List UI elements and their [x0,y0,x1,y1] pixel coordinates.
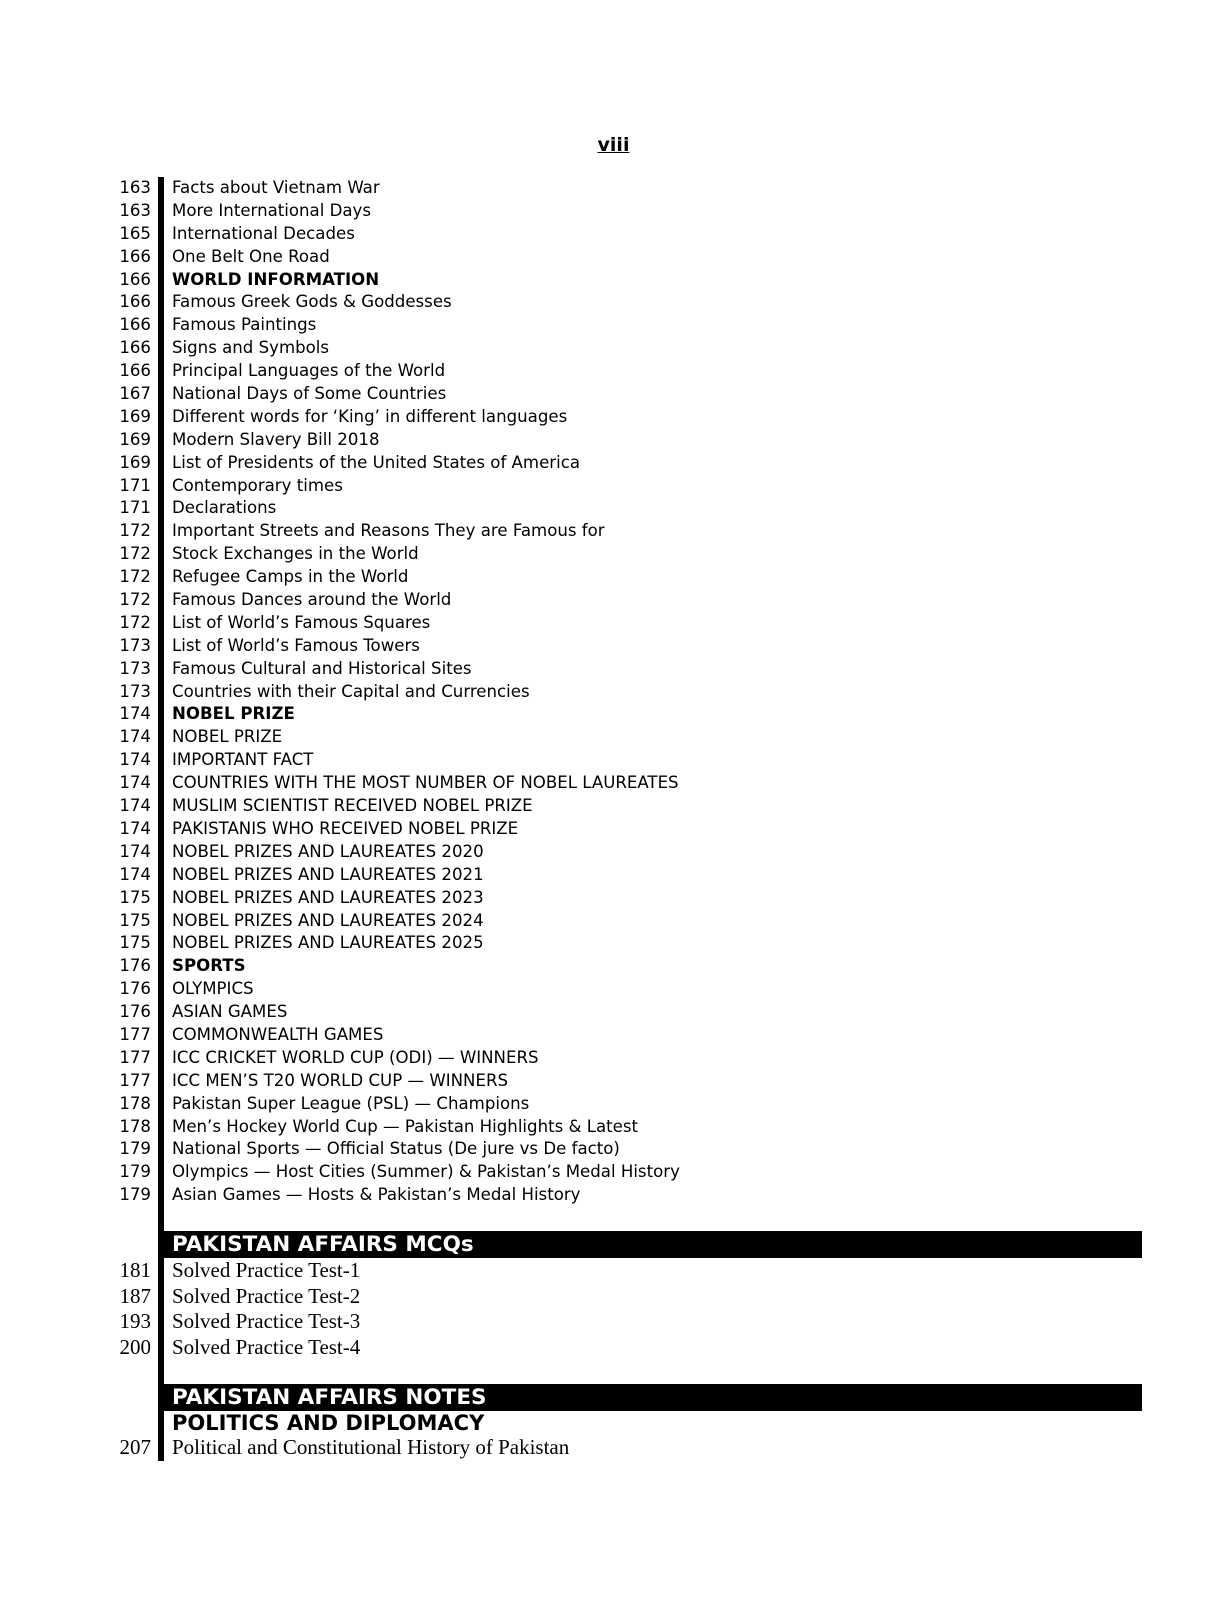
toc-page-number: 166 [119,246,151,266]
toc-entry-title: List of Presidents of the United States of America [172,452,581,472]
toc-list-world [112,177,1142,1207]
toc-entry [112,475,1142,498]
subsection-header-politics [112,1411,1142,1435]
toc-entry [112,887,1142,910]
toc-entry-title: COUNTRIES WITH THE MOST NUMBER OF NOBEL LAUREATES [172,773,679,793]
toc-spacer [112,1207,1142,1231]
toc-entry-title: Principal Languages of the World [172,361,446,381]
toc-page-number: 174 [119,727,151,747]
toc-entry [112,589,1142,612]
toc-entry [112,1024,1142,1047]
toc-page-number: 174 [119,750,151,770]
toc-entry-title: Declarations [172,498,277,518]
toc-page-number: 176 [119,956,151,976]
toc-entry-title: SPORTS [172,956,246,976]
toc-entry-title: One Belt One Road [172,246,330,266]
toc-list-mcqs [112,1258,1142,1360]
toc-entry [112,200,1142,223]
table-of-contents [112,177,1142,1461]
toc-entry-title: List of World’s Famous Squares [172,612,431,632]
toc-page-number: 187 [119,1283,151,1308]
toc-page-number: 163 [119,200,151,220]
toc-entry-title: Solved Practice Test-1 [172,1258,361,1283]
toc-page-number: 165 [119,223,151,243]
toc-entry [112,1093,1142,1116]
toc-entry-title: National Sports — Official Status (De jure vs De facto) [172,1139,620,1159]
toc-page-number: 179 [119,1162,151,1182]
toc-entry [112,772,1142,795]
toc-page-number: 175 [119,887,151,907]
toc-entry-title: IMPORTANT FACT [172,750,314,770]
toc-entry-title: List of World’s Famous Towers [172,635,420,655]
toc-entry [112,955,1142,978]
toc-page-number: 177 [119,1024,151,1044]
toc-entry [112,520,1142,543]
toc-page-number: 176 [119,979,151,999]
toc-page-number: 174 [119,818,151,838]
toc-entry [112,246,1142,269]
toc-page-number: 178 [119,1093,151,1113]
toc-page-number: 181 [119,1258,151,1283]
toc-entry [112,1116,1142,1139]
toc-entry-title: Asian Games — Hosts & Pakistan’s Medal History [172,1185,581,1205]
toc-page-number: 177 [119,1047,151,1067]
toc-page-number: 200 [119,1334,151,1359]
section-heading: PAKISTAN AFFAIRS MCQs [164,1231,1142,1258]
toc-entry [112,864,1142,887]
toc-entry [112,383,1142,406]
toc-entry-title: More International Days [172,200,372,220]
toc-entry [112,1184,1142,1207]
toc-page-number: 174 [119,796,151,816]
toc-entry [112,795,1142,818]
toc-entry [112,1435,1142,1461]
toc-entry [112,612,1142,635]
toc-entry [112,726,1142,749]
toc-entry-title: Important Streets and Reasons They are Famous for [172,521,605,541]
toc-entry-title: Men’s Hockey World Cup — Pakistan Highlights & Latest [172,1116,639,1136]
toc-entry-title: Pakistan Super League (PSL) — Champions [172,1093,530,1113]
toc-page-number: 172 [119,590,151,610]
toc-entry [112,291,1142,314]
toc-page-number: 166 [119,361,151,381]
toc-page-number: 166 [119,315,151,335]
toc-page-number: 179 [119,1185,151,1205]
toc-entry [112,910,1142,933]
toc-entry [112,337,1142,360]
toc-entry [112,681,1142,704]
toc-page-number: 163 [119,178,151,197]
toc-entry [112,1047,1142,1070]
toc-page-number: 166 [119,269,151,289]
page-number-label: viii [597,134,630,156]
toc-entry-title: Olympics — Host Cities (Summer) & Pakistan’s Medal History [172,1162,680,1182]
toc-entry [112,177,1142,200]
toc-page-number: 176 [119,1002,151,1022]
toc-entry-title: Refugee Camps in the World [172,567,409,587]
toc-entry-title: Different words for ‘King’ in different languages [172,406,568,426]
toc-page-number: 174 [119,704,151,724]
toc-entry [112,497,1142,520]
toc-page-number: 167 [119,384,151,404]
toc-entry [112,703,1142,726]
toc-entry-title: WORLD INFORMATION [172,269,380,289]
toc-entry [112,1258,1142,1284]
toc-entry [112,429,1142,452]
toc-page-number: 174 [119,773,151,793]
section-header-notes [112,1384,1142,1411]
toc-entry-title: ASIAN GAMES [172,1002,288,1022]
toc-entry-title: Famous Greek Gods & Goddesses [172,292,452,312]
toc-entry-title: Political and Constitutional History of Pakistan [172,1435,570,1460]
toc-entry [112,223,1142,246]
toc-page-number: 169 [119,406,151,426]
toc-entry [112,818,1142,841]
toc-entry [112,1284,1142,1310]
toc-entry-title: Signs and Symbols [172,338,330,358]
toc-page-number: 207 [119,1435,151,1460]
toc-entry [112,1138,1142,1161]
toc-entry-title: COMMONWEALTH GAMES [172,1024,384,1044]
toc-page-number: 174 [119,841,151,861]
toc-page-number: 177 [119,1070,151,1090]
toc-page-number: 173 [119,681,151,701]
toc-entry-title: NOBEL PRIZES AND LAUREATES 2025 [172,933,484,953]
toc-entry-title: ICC MEN’S T20 WORLD CUP — WINNERS [172,1070,509,1090]
toc-entry-title: Contemporary times [172,475,343,495]
toc-entry-title: NOBEL PRIZE [172,727,283,747]
toc-page-number: 166 [119,292,151,312]
toc-entry-title: Modern Slavery Bill 2018 [172,429,380,449]
toc-page-number: 174 [119,864,151,884]
toc-page-number: 193 [119,1309,151,1334]
toc-entry [112,1309,1142,1335]
toc-entry [112,1161,1142,1184]
toc-entry-title: Stock Exchanges in the World [172,544,419,564]
toc-entry [112,1070,1142,1093]
toc-entry-title: OLYMPICS [172,979,254,999]
toc-entry-title: Solved Practice Test-2 [172,1283,361,1308]
toc-entry-title: NOBEL PRIZE [172,704,295,724]
toc-page-number: 169 [119,429,151,449]
toc-list-notes [112,1435,1142,1461]
toc-entry [112,1001,1142,1024]
toc-page-number: 171 [119,498,151,518]
toc-page-number: 172 [119,612,151,632]
toc-entry-title: ICC CRICKET WORLD CUP (ODI) — WINNERS [172,1047,539,1067]
toc-entry [112,406,1142,429]
toc-entry-title: NOBEL PRIZES AND LAUREATES 2024 [172,910,484,930]
toc-entry [112,269,1142,292]
toc-entry-title: Famous Dances around the World [172,590,452,610]
toc-entry [112,932,1142,955]
toc-page-number: 166 [119,338,151,358]
toc-page-number: 175 [119,933,151,953]
toc-page-number: 173 [119,658,151,678]
toc-entry [112,360,1142,383]
toc-page-number: 169 [119,452,151,472]
toc-entry [112,452,1142,475]
toc-entry-title: Countries with their Capital and Currencies [172,681,530,701]
toc-entry [112,314,1142,337]
toc-entry [112,978,1142,1001]
toc-entry-title: NOBEL PRIZES AND LAUREATES 2021 [172,864,484,884]
toc-entry-title: International Decades [172,223,355,243]
section-header-mcqs [112,1231,1142,1258]
toc-entry-title: Solved Practice Test-3 [172,1309,361,1334]
toc-page-number: 172 [119,544,151,564]
section-heading: PAKISTAN AFFAIRS NOTES [164,1384,1142,1411]
toc-entry [112,841,1142,864]
toc-entry-title: National Days of Some Countries [172,384,447,404]
toc-entry [112,635,1142,658]
toc-page-number: 179 [119,1139,151,1159]
toc-entry-title: MUSLIM SCIENTIST RECEIVED NOBEL PRIZE [172,796,533,816]
toc-page-number: 173 [119,635,151,655]
toc-entry [112,566,1142,589]
toc-page-number: 178 [119,1116,151,1136]
toc-entry-title: Facts about Vietnam War [172,178,380,197]
subsection-heading: POLITICS AND DIPLOMACY [172,1411,485,1436]
toc-page-number: 172 [119,567,151,587]
toc-page-number: 171 [119,475,151,495]
toc-entry [112,543,1142,566]
toc-page-number: 172 [119,521,151,541]
toc-spacer [112,1360,1142,1384]
toc-entry [112,658,1142,681]
toc-page-number: 175 [119,910,151,930]
toc-entry-title: NOBEL PRIZES AND LAUREATES 2023 [172,887,484,907]
toc-entry-title: NOBEL PRIZES AND LAUREATES 2020 [172,841,484,861]
toc-entry [112,749,1142,772]
toc-entry-title: Solved Practice Test-4 [172,1334,361,1359]
toc-entry-title: Famous Paintings [172,315,317,335]
toc-entry-title: Famous Cultural and Historical Sites [172,658,472,678]
toc-entry [112,1335,1142,1361]
toc-entry-title: PAKISTANIS WHO RECEIVED NOBEL PRIZE [172,818,519,838]
